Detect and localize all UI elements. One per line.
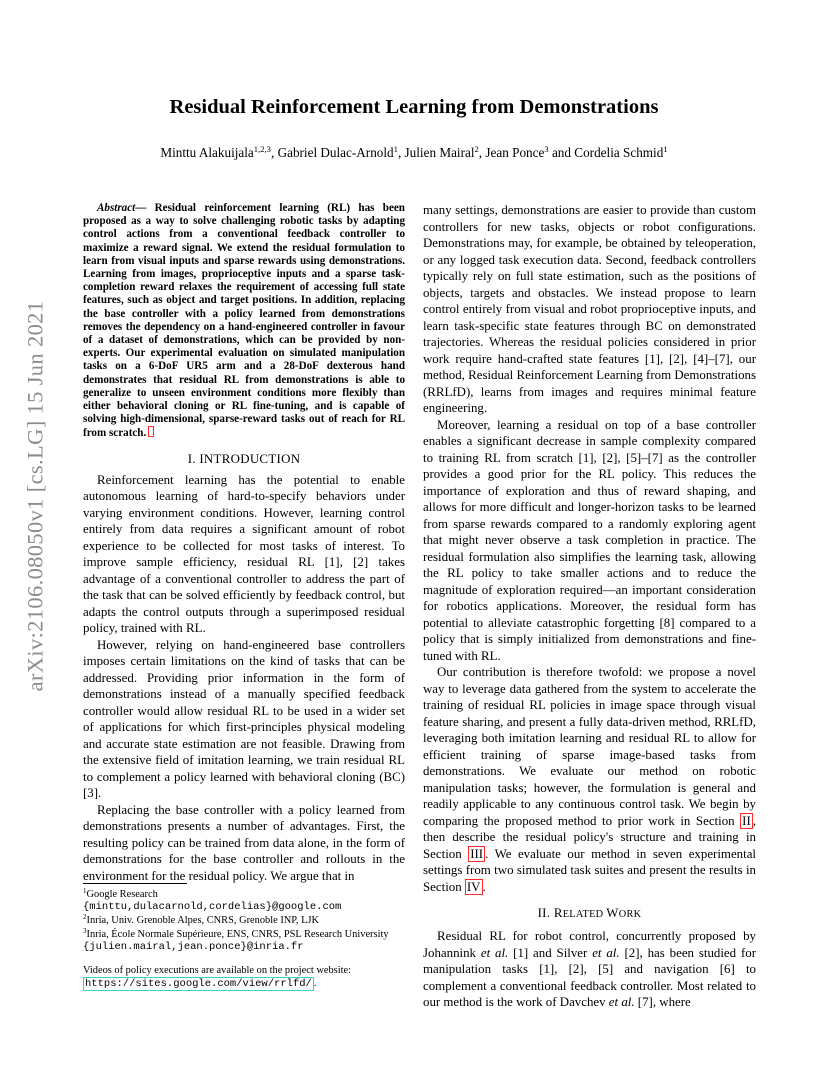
author-list: Minttu Alakuijala$^{1,2,3}$, Gabriel Dulac-Arnold$^1$, Julien Mairal$^2$, Jean Ponce$^3$ and Cordelia Schmid$^1$ <box>160 144 668 160</box>
author-affiliation: 3 <box>544 144 549 154</box>
intro-paragraph-3: Replacing the base controller with a policy learned from demonstrations presents a number of advantages. First, the resulting policy can be trained from data alone, in the form of demonstrations for the base controller and rollouts in the environment for the residual policy. We argue that in <box>83 802 405 883</box>
arxiv-stamp <box>19 292 51 700</box>
author-affiliation: 2 <box>474 144 479 154</box>
paper-title: Residual Reinforcement Learning from Demonstrations <box>169 96 659 118</box>
abstract-dash: — <box>135 202 155 214</box>
section-heading-related-work: II. RELATED WORK <box>537 906 642 920</box>
author-name: Gabriel Dulac-Arnold <box>277 145 394 160</box>
footnotes <box>83 888 413 991</box>
footnote-link-box[interactable] <box>148 426 154 437</box>
footnote-1: $^1$Google Research <box>83 887 158 900</box>
footnote-3: $^3$Inria, École Normale Supérieure, ENS, CNRS, PSL Research University <box>83 926 389 940</box>
footnote-3-email: {julien.mairal,jean.ponce}@inria.fr <box>83 940 304 953</box>
author-name: Julien Mairal <box>404 145 475 160</box>
intro-paragraph-3-continued: many settings, demonstrations are easier to provide than custom controllers for new tasks, objects or robot configurations. Demonstrations may, for example, be obtained by teleoperation, or any logged task execution data. Second, feedback controllers typically rely on full state estimation, such as the positions of objects, targets and obstacles. We instead propose to learn control entirely from visual and robot proprioceptive inputs, and learn task-specific state features through BC on demonstrated trajectories. Whereas the residual policies considered in prior work require hand-crafted state features [1], [2], [4]–[7], our method, Residual Reinforcement Learning from Demonstrations (RRLfD), learns from images and requires minimal feature engineering. <box>423 203 756 415</box>
intro-paragraph-4: Moreover, learning a residual on top of a base controller enables a significant decrease in sample complexity compared to training RL from scratch [1], [2], [5]–[7] as the controller provides a good prior for the RL policy. This reduces the importance of exploration and thus of reward shaping, and allows for more difficult and longer-horizon tasks to be learned from sparse rewards compared to a randomly exploring agent that might never observe a task completion in practice. The residual formulation also simplifies the learning task, allowing the RL policy to take smaller actions and to reduce the magnitude of exploration required—an important consideration for robotics applications. Moreover, the residual form has potential to alleviate catastrophic forgetting [8] compared to a policy that is simply initialized from demonstrations and fine-tuned with RL. <box>423 417 756 663</box>
footnote-1-email: {minttu,dulacarnold,cordelias}@google.com <box>83 901 342 914</box>
intro-paragraph-5: Our contribution is therefore twofold: we propose a novel way to leverage data gathered from the system to accelerate the training of residual RL policies in image space through visual feature sharing, and present a fully data-driven method, RRLfD, leveraging both imitation learning and residual RL to allow for efficient training of sparse image-based tasks from demonstrations. We evaluate our method on robotic manipulation tasks; however, the formulation is general and readily applicable to any continuous control task. We begin by comparing the proposed method to prior work in Section II , then describe the residual policy's structure and training in Section III . We evaluate our method in seven experimental settings from two simulated task suites and present the results in Section IV . <box>423 665 756 894</box>
abstract-label: Abstract <box>97 202 136 214</box>
section-ref-iv[interactable]: IV <box>466 879 481 894</box>
author-name: Cordelia Schmid <box>574 145 664 160</box>
intro-paragraph-2: However, relying on hand-engineered base controllers imposes certain limitations on the kind of tasks that can be addressed. Providing prior information in the form of demonstrations instead of a manually specified feedback controller would allow residual RL to be used in a wider set of applications for which first-principles physical modeling and accurate state estimation are not feasible. Drawing from the extensive field of imitation learning, we train residual RL to complement a policy learned with behavioral cloning (BC) [3]. <box>83 637 405 801</box>
author-name: Minttu Alakuijala <box>160 145 254 160</box>
footnote-2: $^2$Inria, Univ. Grenoble Alpes, CNRS, Grenoble INP, LJK <box>83 913 320 927</box>
video-url-line: https://sites.google.com/view/rrlfd/ . <box>85 978 317 991</box>
section-heading-introduction: I. INTRODUCTION <box>187 451 301 466</box>
right-column <box>423 202 756 1011</box>
arxiv-id: arXiv:2106.08050v1 [cs.LG] 15 Jun 2021 <box>22 300 48 692</box>
author-name: Jean Ponce <box>485 145 545 160</box>
section-ref-iii[interactable]: III <box>470 846 484 861</box>
author-affiliation: 1 <box>663 144 668 154</box>
related-work-paragraph-1: Residual RL for robot control, concurrently proposed by Johannink et al. [1] and Silver et al. [2], has been studied for manipulation tasks [1], [2], [5] and navigation [6] to complement a conventional feedback controller. Most related to our method is the work of Davchev et al. [7], where <box>423 929 756 1009</box>
footnote-rule <box>83 883 187 884</box>
author-affiliation: 1,2,3 <box>253 144 271 154</box>
intro-paragraph-1: Reinforcement learning has the potential to enable autonomous learning of hard-to-specify behaviors under varying environment conditions. However, learning control entirely from data requires a significant amount of robot experience to be collected for most tasks of interest. To improve sample efficiency, residual RL [1], [2] takes advantage of a conventional controller to address the part of the task that can be solved efficiently by feedback control, but adapts the control outputs through a superimposed residual policy, trained with RL. <box>83 472 405 636</box>
section-ref-ii[interactable]: II <box>742 813 751 828</box>
project-website-link[interactable]: https://sites.google.com/view/rrlfd/ <box>85 978 312 991</box>
video-note: Videos of policy executions are available on the project website: <box>83 965 351 977</box>
abstract-text: Residual reinforcement learning (RL) has been proposed as a way to solve challenging robotic tasks by adapting control actions from a conventional feedback controller to maximize a reward signal. We extend the residual formulation to learn from visual inputs and sparse rewards using demonstrations. Learning from images, proprioceptive inputs and a sparse task-completion reward relaxes the requirement of accessing full state features, such as object and target positions. In addition, replacing the base controller with a policy learned from demonstrations removes the dependency on a hand-engineered controller in favour of a dataset of demonstrations, which can be provided by non-experts. Our experimental evaluation on simulated manipulation tasks on a 6-DoF UR5 arm and a 28-DoF dexterous hand demonstrates that residual RL from demonstrations is able to generalize to unseen environment conditions more flexibly than either behavioral cloning or RL fine-tuning, and is capable of solving high-dimensional, sparse-reward tasks out of reach for RL from scratch. <box>83 202 405 440</box>
abstract <box>83 202 405 441</box>
left-column <box>83 202 405 884</box>
author-affiliation: 1 <box>393 144 398 154</box>
